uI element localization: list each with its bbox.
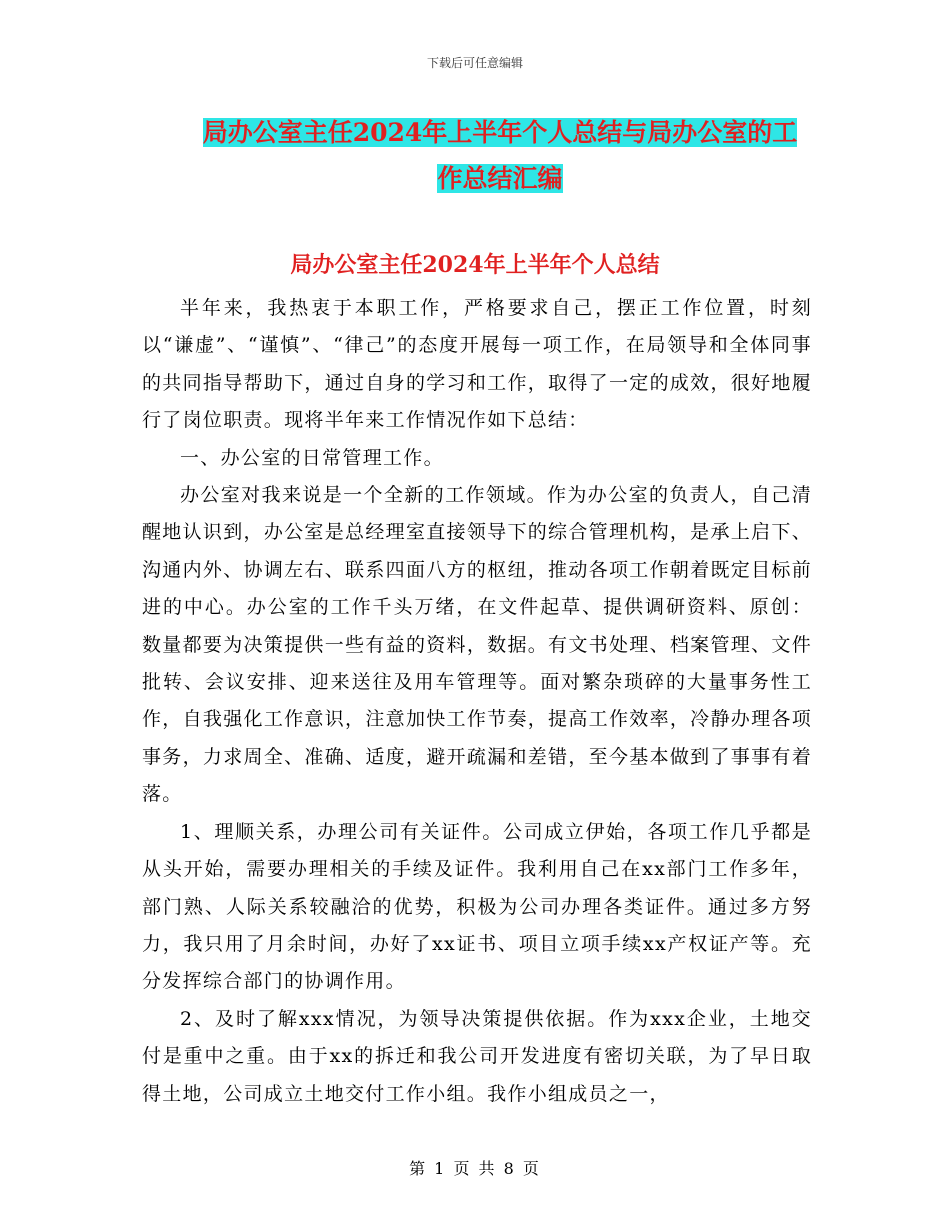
header-note: 下载后可任意编辑: [426, 56, 523, 70]
document-title: [140, 110, 860, 202]
section-title: 局办公室主任2024年上半年个人总结: [290, 252, 660, 278]
document-body: [142, 290, 812, 1113]
title-line-1: 局办公室主任2024年上半年个人总结与局办公室的工: [202, 118, 798, 147]
paragraph-intro: 半年来，我热衷于本职工作，严格要求自己，摆正工作位置，时刻以“谦虚”、“谨慎”、“律己”的态度开展每一项工作，在局领导和全体同事的共同指导帮助下，通过自身的学习和工作，取得了一定的成效，很好地履行了岗位职责。现将半年来工作情况作如下总结：: [142, 297, 812, 432]
paragraph-item-1: 1、理顺关系，办理公司有关证件。公司成立伊始，各项工作几乎都是从头开始，需要办理相关的手续及证件。我利用自己在xx部门工作多年，部门熟、人际关系较融洽的优势，积极为公司办理各类证件。通过多方努力，我只用了月余时间，办好了xx证书、项目立项手续xx产权证产等。充分发挥综合部门的协调作用。: [142, 820, 812, 993]
title-line-2: 作总结汇编: [437, 164, 563, 193]
paragraph-item-2: 2、及时了解xxx情况，为领导决策提供依据。作为xxx企业，土地交付是重中之重。由于xx的拆迁和我公司开发进度有密切关联，为了早日取得土地，公司成立土地交付工作小组。我作小组成员之一，: [142, 1007, 812, 1105]
page-number: 第 1 页 共 8 页: [409, 1159, 541, 1178]
paragraph-heading-1: 一、办公室的日常管理工作。: [180, 446, 444, 469]
paragraph-office-work: 办公室对我来说是一个全新的工作领域。作为办公室的负责人，自己清醒地认识到，办公室是总经理室直接领导下的综合管理机构，是承上启下、沟通内外、协调左右、联系四面八方的枢纽，推动各项工作朝着既定目标前进的中心。办公室的工作千头万绪，在文件起草、提供调研资料、原创： 数量都要为决策提供一些有益的资料，数据。有文书处理、档案管理、文件批转、会议安排、迎来送往及用车管理等。面对繁杂琐碎的大量事务性工作，自我强化工作意识，注意加快工作节奏，提高工作效率，冷静办理各项事务，力求周全、准确、适度，避开疏漏和差错，至今基本做到了事事有着落。: [142, 484, 812, 806]
